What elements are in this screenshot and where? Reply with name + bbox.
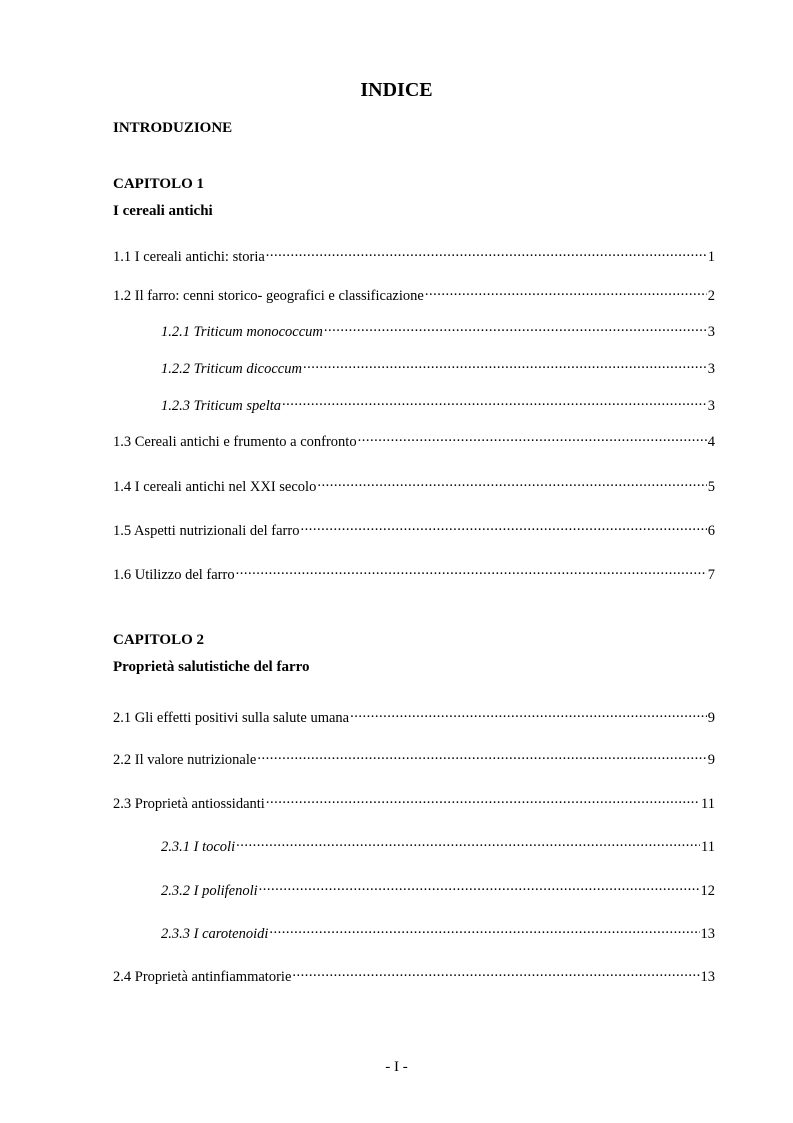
dot-leader	[317, 473, 706, 491]
toc-entry-2-3-1[interactable]	[161, 833, 715, 856]
dot-leader	[303, 355, 707, 373]
toc-entry-page: 3	[707, 398, 715, 414]
dot-leader	[257, 746, 706, 764]
page-title: INDICE	[360, 79, 433, 101]
toc-entry-label: 2.3.2 I polifenoli	[161, 883, 258, 899]
toc-entry-2-4[interactable]	[113, 963, 715, 986]
toc-entry-1-6[interactable]	[113, 561, 715, 584]
introduction-heading: INTRODUZIONE	[113, 120, 233, 136]
toc-entry-label: 2.1 Gli effetti positivi sulla salute umana	[113, 710, 350, 726]
page-number-footer: - I -	[385, 1059, 408, 1075]
toc-entry-label: 1.5 Aspetti nutrizionali del farro	[113, 523, 300, 539]
toc-entry-page: 11	[701, 839, 715, 855]
toc-entry-label: 1.4 I cereali antichi nel XXI secolo	[113, 479, 317, 495]
dot-leader	[358, 428, 707, 446]
toc-entry-page: 1	[707, 249, 715, 265]
toc-entry-label: 1.1 I cereali antichi: storia	[113, 249, 265, 265]
toc-entry-2-1[interactable]	[113, 704, 715, 727]
toc-entry-page: 6	[707, 523, 715, 539]
toc-entry-label: 1.3 Cereali antichi e frumento a confronto	[113, 434, 357, 450]
toc-entry-2-3-3[interactable]	[161, 920, 715, 943]
toc-entry-label: 2.2 Il valore nutrizionale	[113, 752, 257, 768]
toc-entry-2-3-2[interactable]	[161, 877, 715, 900]
toc-entry-page: 13	[700, 969, 715, 985]
toc-entry-1-2-1[interactable]	[161, 318, 715, 341]
toc-entry-label: 1.2.1 Triticum monococcum	[161, 324, 323, 340]
toc-entry-page: 11	[701, 796, 715, 812]
toc-entry-page: 3	[707, 361, 715, 377]
toc-entry-page: 2	[707, 288, 715, 304]
toc-entry-page: 13	[700, 926, 715, 942]
chapter-2-heading: CAPITOLO 2	[113, 632, 204, 648]
toc-entry-1-2-3[interactable]	[161, 392, 715, 415]
toc-entry-page: 3	[707, 324, 715, 340]
chapter-2-subtitle: Proprietà salutistiche del farro	[113, 659, 310, 675]
toc-entry-label: 2.4 Proprietà antinfiammatorie	[113, 969, 292, 985]
chapter-1-heading: CAPITOLO 1	[113, 176, 204, 192]
toc-entry-1-3[interactable]	[113, 428, 715, 451]
toc-entry-page: 9	[707, 752, 715, 768]
toc-entry-page: 7	[707, 567, 715, 583]
dot-leader	[236, 833, 700, 851]
toc-entry-label: 2.3 Proprietà antiossidanti	[113, 796, 265, 812]
toc-entry-label: 1.6 Utilizzo del farro	[113, 567, 235, 583]
toc-entry-1-2[interactable]	[113, 282, 715, 305]
dot-leader	[350, 704, 707, 722]
toc-entry-1-2-2[interactable]	[161, 355, 715, 378]
toc-entry-page: 5	[707, 479, 715, 495]
toc-entry-label: 1.2.3 Triticum spelta	[161, 398, 282, 414]
dot-leader	[425, 282, 707, 300]
toc-entry-1-5[interactable]	[113, 517, 715, 540]
dot-leader	[236, 561, 707, 579]
toc-entry-page: 9	[707, 710, 715, 726]
dot-leader	[324, 318, 707, 336]
toc-entry-label: 1.2.2 Triticum dicoccum	[161, 361, 302, 377]
toc-entry-page: 4	[707, 434, 715, 450]
dot-leader	[292, 963, 699, 981]
dot-leader	[282, 392, 707, 410]
dot-leader	[300, 517, 706, 535]
toc-entry-1-1[interactable]	[113, 243, 715, 266]
dot-leader	[266, 243, 707, 261]
toc-entry-1-4[interactable]	[113, 473, 715, 496]
toc-entry-label: 1.2 Il farro: cenni storico- geografici e classificazione	[113, 288, 424, 304]
toc-entry-2-3[interactable]	[113, 790, 715, 813]
dot-leader	[269, 920, 699, 938]
toc-entry-label: 2.3.3 I carotenoidi	[161, 926, 269, 942]
toc-entry-2-2[interactable]	[113, 746, 715, 769]
dot-leader	[259, 877, 700, 895]
chapter-1-subtitle: I cereali antichi	[113, 203, 213, 219]
dot-leader	[266, 790, 700, 808]
toc-entry-page: 12	[700, 883, 715, 899]
toc-entry-label: 2.3.1 I tocoli	[161, 839, 236, 855]
